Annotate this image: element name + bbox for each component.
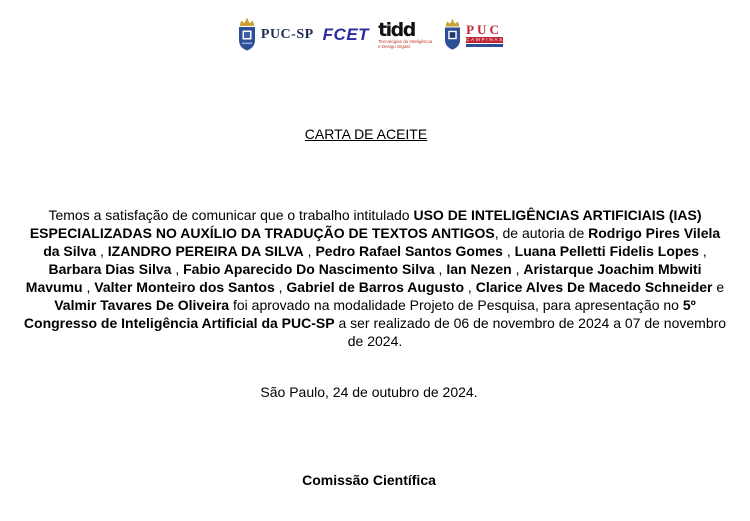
fcet-wordmark: FCET (322, 25, 370, 44)
logo-strip (0, 15, 738, 55)
puc-campinas-wordmark: PUC (466, 22, 502, 37)
tidd-subtitle-line2: e Design Digital (378, 43, 410, 49)
puc-campinas-bar (466, 44, 503, 47)
puc-sp-logo (235, 18, 314, 52)
letter-title-text: CARTA DE ACEITE (304, 126, 428, 142)
puc-sp-wordmark: PUC-SP (260, 27, 314, 42)
letter-title (0, 126, 732, 142)
letter-body: Temos a satisfação de comunicar que o trabalho intitulado USO DE INTELIGÊNCIAS ARTIFICIAIS (IAS) ESPECIALIZADAS NO AUXÍLIO DA TRADUÇÃO DE TEXTOS ANTIGOS, de autoria de Rodrigo Pires Vilela da Silva , IZANDRO PEREIRA DA SILVA , Pedro Rafael Santos Gomes , Luana Pelletti Fidelis Lopes , Barbara Dias Silva , Fabio Aparecido Do Nascimento Silva , Ian Nezen , Aristarque Joachim Mbwiti Mavumu , Valter Monteiro dos Santos , Gabriel de Barros Augusto , Clarice Alves De Macedo Schneider e Valmir Tavares De Oliveira foi aprovado na modalidade Projeto de Pesquisa, para apresentação no 5º Congresso de Inteligência Artificial da PUC-SP a ser realizado de 06 de novembro de 2024 a 07 de novembro de 2024. (23, 207, 727, 349)
puc-campinas-banner: CAMPINAS (466, 37, 505, 42)
puc-campinas-crest-icon (441, 19, 464, 51)
tidd-subtitle (378, 39, 432, 49)
signature-committee: Comissão Científica (302, 472, 436, 488)
fcet-logo (323, 25, 369, 45)
puc-campinas-logo (441, 19, 503, 51)
puc-sp-crest-icon (235, 18, 259, 52)
date-line: São Paulo, 24 de outubro de 2024. (260, 384, 478, 400)
tidd-subtitle-line1: Tecnologias da Inteligência (378, 38, 433, 44)
puc-campinas-text-block (466, 23, 503, 47)
tidd-wordmark: tidd (378, 18, 415, 41)
tidd-logo (378, 18, 433, 49)
